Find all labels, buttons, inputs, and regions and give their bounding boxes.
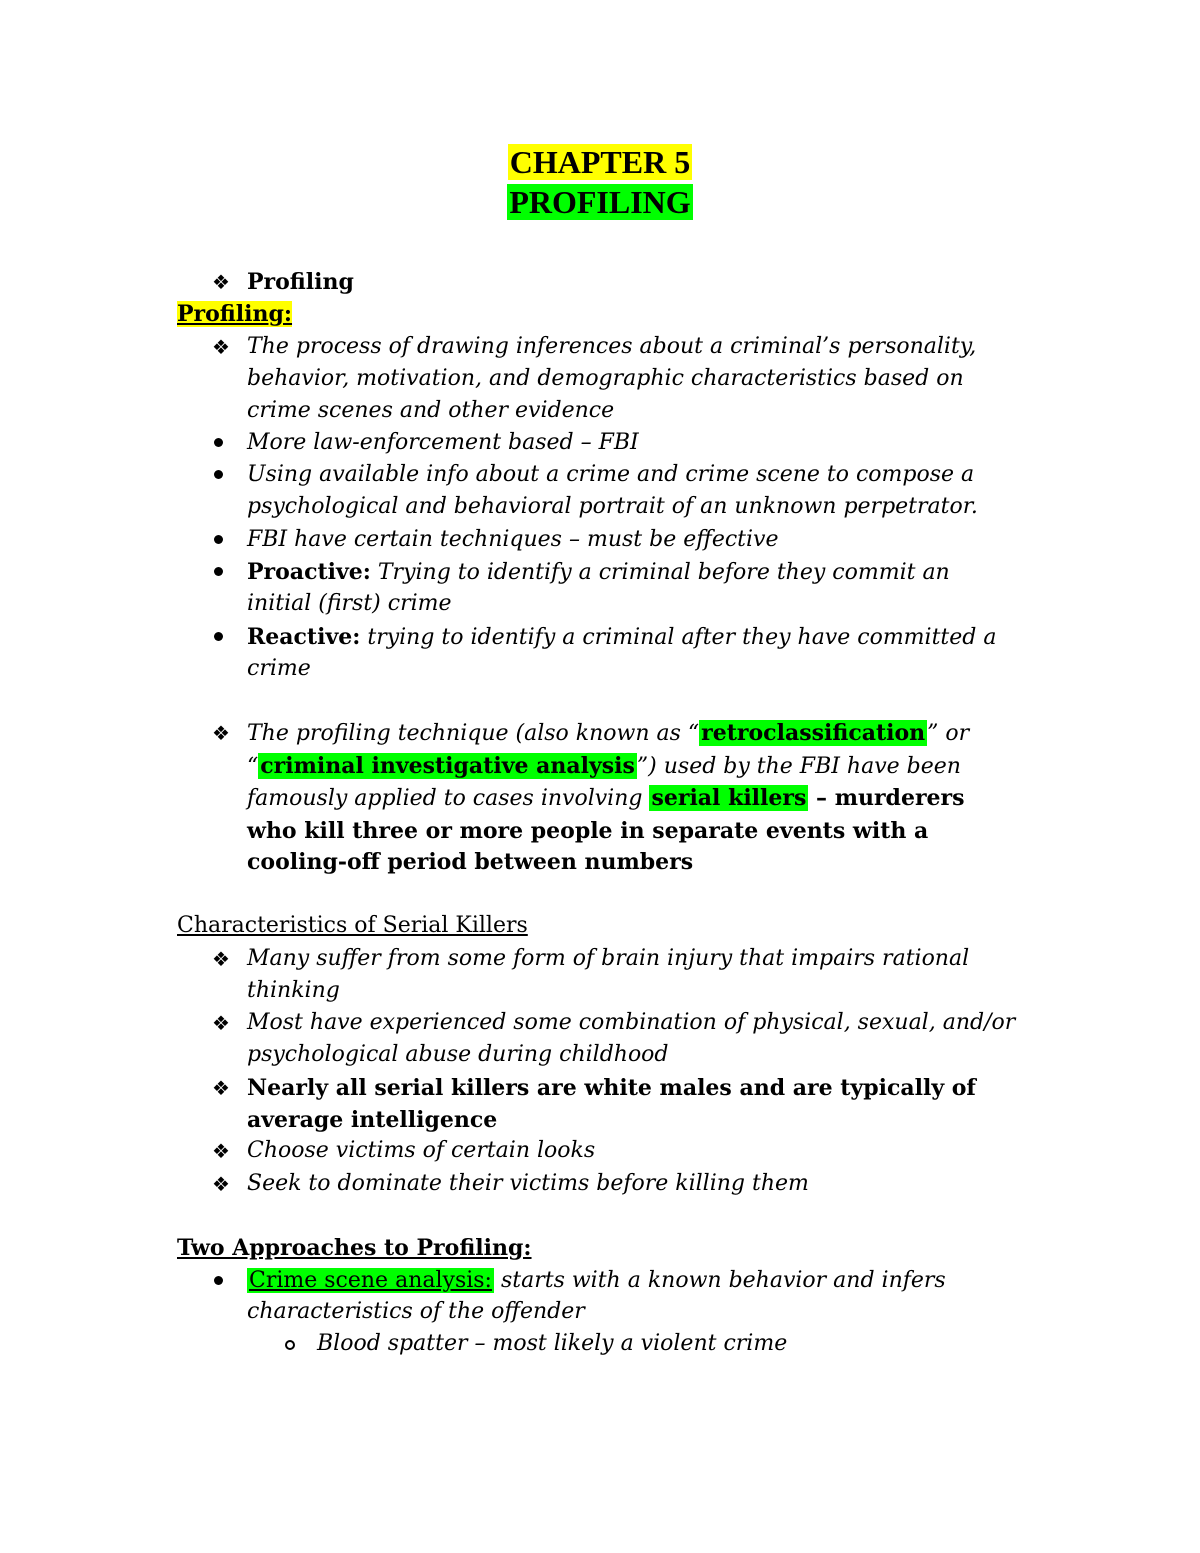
serial-killers-term: serial killers [651, 785, 807, 811]
list-item: Using available info about a crime and crime scene to compose a [247, 462, 975, 487]
characteristic-item: Many suffer from some form of brain injury that impairs rational [247, 946, 970, 971]
chapter-subtitle: PROFILING [509, 184, 691, 220]
solid-dot-bullet-icon [214, 1276, 223, 1285]
chapter-title: CHAPTER 5 [509, 144, 691, 180]
characteristic-item: Nearly all serial killers are white males and are typically of [247, 1075, 976, 1101]
technique-line: “criminal investigative analysis”) used by the FBI have been [247, 753, 961, 779]
list-item: FBI have certain techniques – must be effective [247, 527, 779, 552]
diamond-bullet-icon: ❖ [212, 1011, 230, 1035]
list-item: psychological and behavioral portrait of an unknown perpetrator. [247, 494, 978, 519]
definition-line: crime scenes and other evidence [247, 398, 615, 423]
technique-line: cooling-off period between numbers [247, 849, 694, 875]
retroclassification-term: retroclassification [701, 720, 926, 746]
diamond-bullet-icon: ❖ [212, 1076, 230, 1100]
title-block [0, 142, 1200, 222]
proactive-item-line: initial (first) crime [247, 591, 452, 616]
reactive-item-line: crime [247, 656, 311, 681]
solid-dot-bullet-icon [214, 470, 223, 479]
definition-line: behavior, motivation, and demographic characteristics based on [247, 366, 964, 391]
solid-dot-bullet-icon [214, 632, 223, 641]
cia-term: criminal investigative analysis [260, 753, 635, 779]
diamond-bullet-icon: ❖ [212, 270, 230, 294]
characteristics-heading: Characteristics of Serial Killers [177, 913, 528, 938]
technique-line: The profiling technique (also known as “retroclassification” or [247, 720, 970, 746]
approach-item: Crime scene analysis: starts with a known behavior and infers [249, 1268, 946, 1293]
diamond-bullet-icon: ❖ [212, 947, 230, 971]
characteristic-item: average intelligence [247, 1107, 498, 1133]
diamond-bullet-icon: ❖ [212, 1172, 230, 1196]
profiling-subheading: Profiling: [177, 301, 293, 327]
hollow-circle-bullet-icon [285, 1340, 295, 1350]
technique-line: who kill three or more people in separate events with a [247, 818, 929, 844]
characteristic-item: psychological abuse during childhood [247, 1042, 669, 1067]
definition-line: The process of drawing inferences about a criminal’s personality, [247, 334, 977, 359]
characteristic-item: thinking [247, 978, 340, 1003]
characteristic-item: Most have experienced some combination of physical, sexual, and/or [247, 1010, 1016, 1035]
approaches-heading: Two Approaches to Profiling: [177, 1235, 532, 1261]
crime-scene-analysis-term: Crime scene analysis: [249, 1268, 492, 1293]
characteristic-item: Seek to dominate their victims before killing them [247, 1171, 809, 1196]
approach-subitem: Blood spatter – most likely a violent crime [317, 1331, 788, 1356]
diamond-bullet-icon: ❖ [212, 335, 230, 359]
reactive-item: Reactive: trying to identify a criminal after they have committed a [247, 624, 997, 650]
technique-line: famously applied to cases involving serial killers – murderers [247, 785, 965, 811]
diamond-bullet-icon: ❖ [212, 1139, 230, 1163]
solid-dot-bullet-icon [214, 535, 223, 544]
diamond-bullet-icon: ❖ [212, 721, 230, 745]
list-item: More law-enforcement based – FBI [247, 430, 639, 455]
characteristic-item: Choose victims of certain looks [247, 1138, 596, 1163]
solid-dot-bullet-icon [214, 438, 223, 447]
proactive-item: Proactive: Trying to identify a criminal before they commit an [247, 559, 950, 585]
profiling-heading: Profiling [247, 269, 354, 295]
solid-dot-bullet-icon [214, 567, 223, 576]
approach-item-line: characteristics of the offender [247, 1299, 585, 1324]
